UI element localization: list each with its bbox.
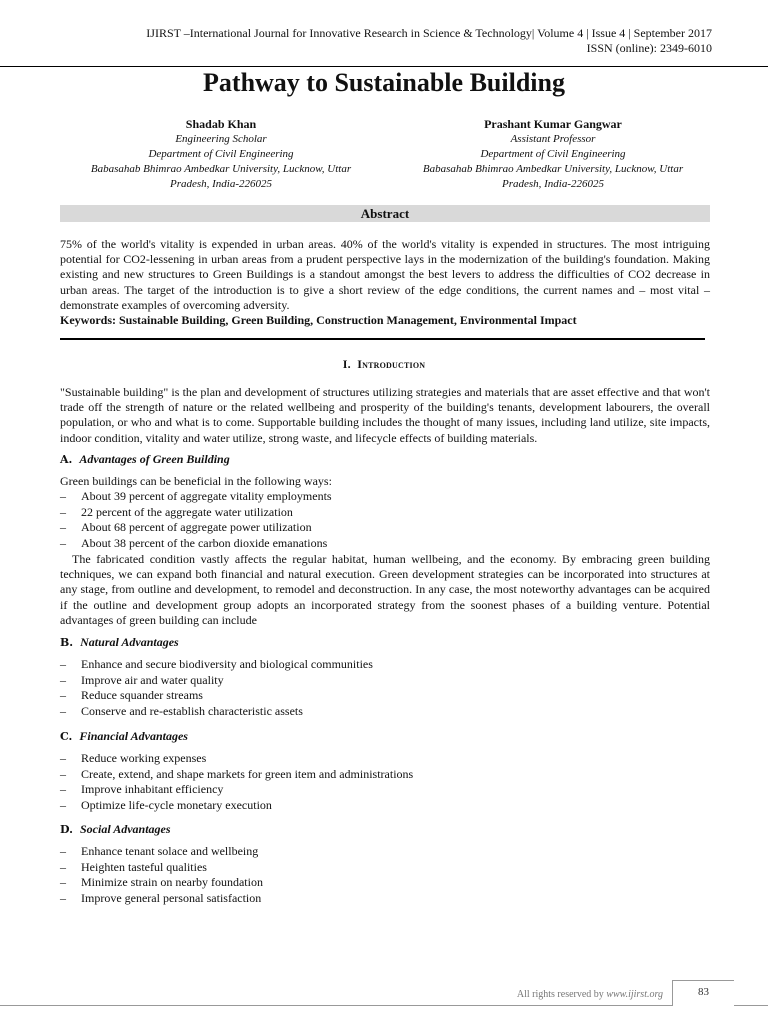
list-item: – Reduce squander streams xyxy=(60,688,203,703)
abstract-heading: Abstract xyxy=(60,205,710,222)
list-marker: – xyxy=(60,520,66,535)
list-marker: – xyxy=(60,859,66,874)
list-item: – Heighten tasteful qualities xyxy=(60,859,207,874)
list-social-advantages xyxy=(60,844,710,906)
list-marker: – xyxy=(60,797,66,812)
list-item: – Create, extend, and shape markets for green item and administrations xyxy=(60,766,414,781)
list-marker: – xyxy=(60,751,66,765)
list-marker: – xyxy=(60,766,66,781)
list-marker: – xyxy=(60,688,66,703)
advantages-lead: Green buildings can be beneficial in the following ways: xyxy=(60,474,332,488)
running-header xyxy=(146,26,712,56)
list-item: – Improve general personal satisfaction xyxy=(60,890,262,905)
subsection-title: Natural Advantages xyxy=(80,635,179,649)
subsection-letter: B. xyxy=(60,636,74,649)
list-marker: – xyxy=(60,703,66,718)
list-marker: – xyxy=(60,672,66,687)
list-item: – About 38 percent of the carbon dioxide emanations xyxy=(60,535,328,550)
list-item: – About 39 percent of aggregate vitality employments xyxy=(60,489,332,503)
subsection-title: Financial Advantages xyxy=(79,729,188,743)
list-marker: – xyxy=(60,844,66,858)
subsection-letter: C. xyxy=(60,730,73,743)
list-item: – Improve air and water quality xyxy=(60,672,224,687)
list-marker: – xyxy=(60,504,66,519)
list-item: – Minimize strain on nearby foundation xyxy=(60,875,263,890)
author-2 xyxy=(394,116,712,192)
footer-rule xyxy=(0,1005,672,1006)
subsection-heading-d xyxy=(60,822,171,837)
list-marker: – xyxy=(60,657,66,671)
subsection-letter: A. xyxy=(60,453,73,466)
section-heading-introduction xyxy=(0,357,768,372)
keywords: Keywords: Sustainable Building, Green Building, Construction Management, Environmental Impact xyxy=(60,313,577,327)
footer-rule-end xyxy=(734,1005,768,1006)
page-number: 83 xyxy=(672,980,734,1006)
subsection-heading-a xyxy=(60,452,230,467)
advantages-paragraph: The fabricated condition vastly affects the regular habitat, human wellbeing, and the economy. By embracing green building techniques, we can expand both financial and natural execution. Green development strategies can be incorporated into structures at any stage, from outline and development, to remodel and deconstruction. In any case, the most noteworthy advantages can be acquired if the outline and development group adopts an incorporated strategy from the soonest phases of a building venture. Potential advantages of green building can include xyxy=(60,552,710,627)
list-item: – Reduce working expenses xyxy=(60,751,207,765)
author-department: Department of Civil Engineering xyxy=(480,148,626,160)
author-name: Prashant Kumar Gangwar xyxy=(484,117,622,131)
list-marker: – xyxy=(60,535,66,550)
author-role: Engineering Scholar xyxy=(175,133,267,145)
list-advantages xyxy=(60,489,710,551)
list-item: – 22 percent of the aggregate water utilization xyxy=(60,504,293,519)
subsection-letter: D. xyxy=(60,823,73,836)
list-natural-advantages xyxy=(60,657,710,719)
footer-copyright xyxy=(517,989,663,1000)
author-affiliation: Babasahab Bhimrao Ambedkar University, Lucknow, Uttar xyxy=(422,163,684,175)
author-affiliation-cont: Pradesh, India-226025 xyxy=(169,178,273,190)
section-title: Introduction xyxy=(357,357,426,371)
list-marker: – xyxy=(60,890,66,905)
list-item: – Enhance and secure biodiversity and biological communities xyxy=(60,657,373,671)
list-financial-advantages xyxy=(60,751,710,813)
issn-line: ISSN (online): 2349-6010 xyxy=(586,41,712,55)
abstract-text: 75% of the world's vitality is expended in urban areas. 40% of the world's vitality is expended in structures. The most intriguing potential for CO2-lessening in urban areas from a prudent perspective lays in the modernization of the building's foundation. Making existing and new structures to Green Buildings is a standout amongst the best levers to address the difficulties of CO2 decrease in urban areas. The target of the introduction is to give a short review of the edge conditions, the current names and – most vital – demonstrate examples of overcoming adversity. xyxy=(60,237,710,312)
subsection-heading-b xyxy=(60,635,179,650)
author-affiliation-cont: Pradesh, India-226025 xyxy=(501,178,605,190)
author-role: Assistant Professor xyxy=(510,133,596,145)
subsection-title: Advantages of Green Building xyxy=(79,452,230,466)
author-affiliation: Babasahab Bhimrao Ambedkar University, Lucknow, Uttar xyxy=(90,163,352,175)
section-number: I. xyxy=(342,357,351,371)
list-marker: – xyxy=(60,875,66,890)
author-department: Department of Civil Engineering xyxy=(148,148,294,160)
author-block xyxy=(62,116,712,192)
list-item: – Optimize life-cycle monetary execution xyxy=(60,797,272,812)
list-item: – About 68 percent of aggregate power utilization xyxy=(60,520,312,535)
footer-rights: All rights reserved by xyxy=(516,989,604,1000)
introduction-text: "Sustainable building" is the plan and development of structures utilizing strategies and materials that are asset effective and that won't trade off the strength of nature or the related wellbeing and prosperity of the building's tenants, development labourers, the overall population, or who and what is to come. Supportable building includes the thought of many issues, including land utilize, site impacts, indoor condition, vitality and water utilize, strong waste, and lifecycle effects of building materials. xyxy=(60,385,710,445)
footer-site-link[interactable]: www.ijirst.org xyxy=(606,989,663,1000)
abstract-separator xyxy=(60,338,705,340)
paper-title: Pathway to Sustainable Building xyxy=(203,68,565,97)
subsection-title: Social Advantages xyxy=(79,822,171,836)
list-item: – Enhance tenant solace and wellbeing xyxy=(60,844,259,858)
list-marker: – xyxy=(60,782,66,797)
subsection-heading-c xyxy=(60,729,188,744)
list-marker: – xyxy=(60,489,66,503)
journal-line: IJIRST –International Journal for Innovative Research in Science & Technology| Volume 4 | Issue 4 | September 2017 xyxy=(146,26,712,40)
author-name: Shadab Khan xyxy=(185,117,257,131)
list-item: – Conserve and re-establish characteristic assets xyxy=(60,703,303,718)
author-1 xyxy=(62,116,380,192)
list-item: – Improve inhabitant efficiency xyxy=(60,782,224,797)
